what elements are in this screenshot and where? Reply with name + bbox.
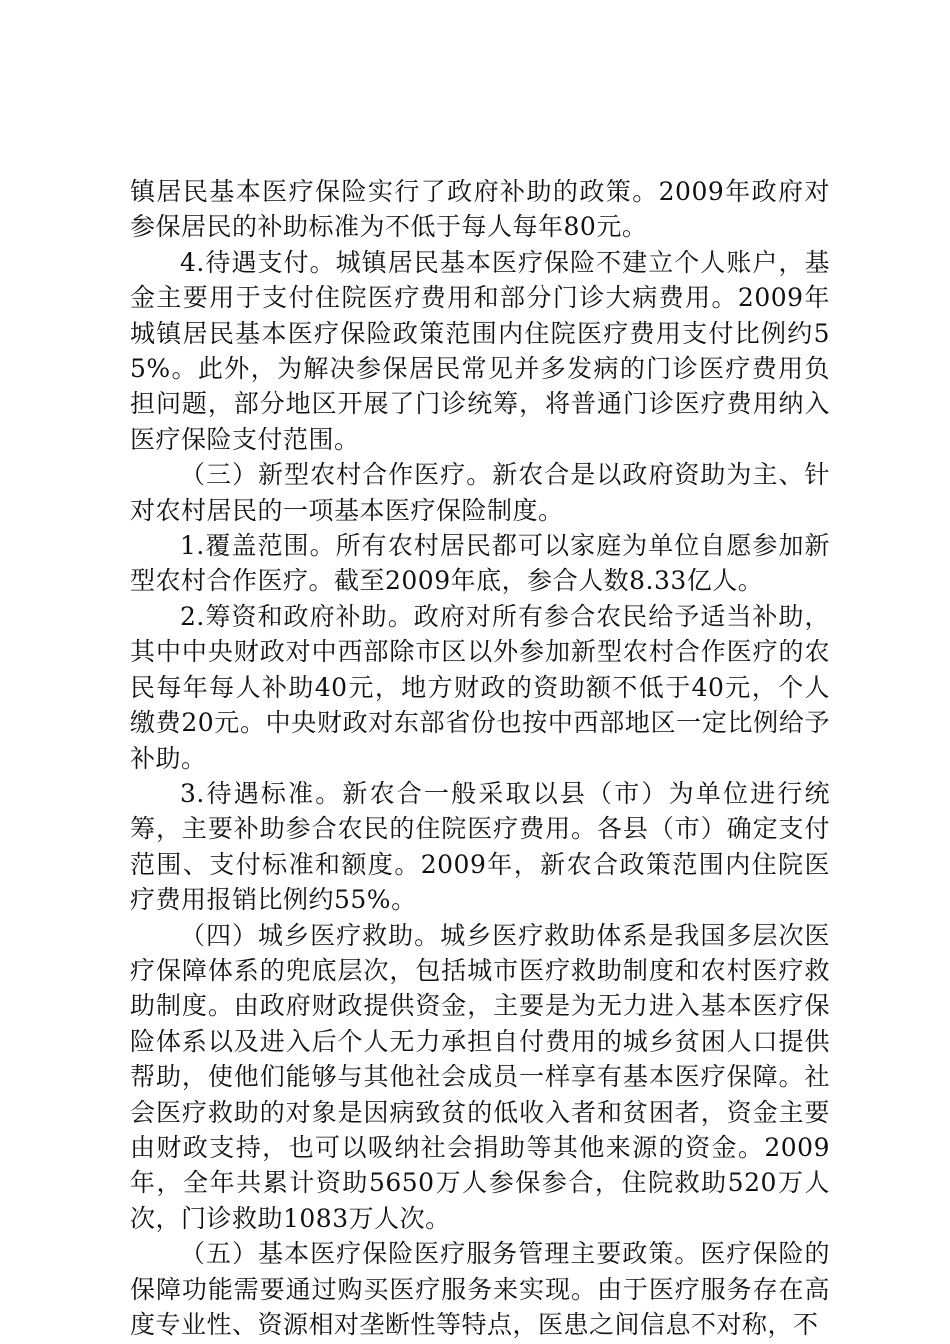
paragraph-3: （三）新型农村合作医疗。新农合是以政府资助为主、针对农村居民的一项基本医疗保险制度。: [130, 460, 830, 525]
paragraph-8: （五）基本医疗保险医疗服务管理主要政策。医疗保险的保障功能需要通过购买医疗服务来实现。由于医疗服务存在高度专业性、资源相对垄断性等特点，医患之间信息不对称，不: [130, 1239, 830, 1339]
document-body: [130, 174, 830, 1342]
paragraph-4: 1.覆盖范围。所有农村居民都可以家庭为单位自愿参加新型农村合作医疗。截至2009年底，参合人数8.33亿人。: [130, 531, 830, 596]
paragraph-7: （四）城乡医疗救助。城乡医疗救助体系是我国多层次医疗保障体系的兜底层次，包括城市医疗救助制度和农村医疗救助制度。由政府财政提供资金，主要是为无力进入基本医疗保险体系以及进入后个人无力承担自付费用的城乡贫困人口提供帮助，使他们能够与其他社会成员一样享有基本医疗保障。社会医疗救助的对象是因病致贫的低收入者和贫困者，资金主要由财政支持，也可以吸纳社会捐助等其他来源的资金。2009年，全年共累计资助5650万人参保参合，住院救助520万人次，门诊救助1083万人次。: [130, 920, 830, 1233]
paragraph-2: 4.待遇支付。城镇居民基本医疗保险不建立个人账户，基金主要用于支付住院医疗费用和部分门诊大病费用。2009年城镇居民基本医疗保险政策范围内住院医疗费用支付比例约55%。此外，为解决参保居民常见并多发病的门诊医疗费用负担问题，部分地区开展了门诊统筹，将普通门诊医疗费用纳入医疗保险支付范围。: [130, 247, 830, 454]
paragraph-5: 2.筹资和政府补助。政府对所有参合农民给予适当补助，其中中央财政对中西部除市区以外参加新型农村合作医疗的农民每年每人补助40元，地方财政的资助额不低于40元，个人缴费20元。中央财政对东部省份也按中西部地区一定比例给予补助。: [130, 601, 830, 773]
paragraph-1: 镇居民基本医疗保险实行了政府补助的政策。2009年政府对参保居民的补助标准为不低于每人每年80元。: [130, 177, 830, 242]
paragraph-6: 3.待遇标准。新农合一般采取以县（市）为单位进行统筹，主要补助参合农民的住院医疗费用。各县（市）确定支付范围、支付标准和额度。2009年，新农合政策范围内住院医疗费用报销比例约55%。: [130, 778, 830, 915]
